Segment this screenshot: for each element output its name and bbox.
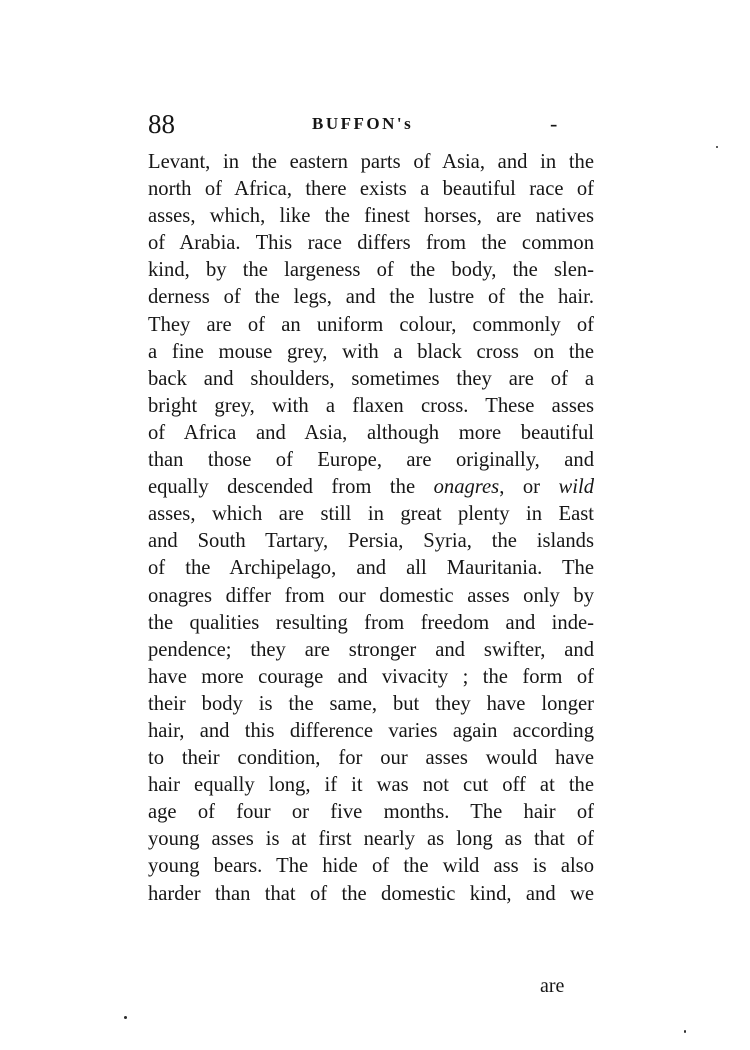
text-line-18: the qualities resulting from freedom and inde-: [148, 611, 594, 634]
text-line-4: of Arabia. This race differs from the common: [148, 232, 594, 255]
italic-wild: wild: [558, 476, 594, 499]
text-line-20: have more courage and vivacity ; the form of: [148, 665, 594, 688]
running-title: BUFFON's: [312, 114, 414, 133]
catchword: are: [540, 975, 565, 997]
text-line-13: [148, 474, 594, 501]
text-line-13-joiner: , or: [499, 476, 559, 499]
body-text: [148, 149, 594, 908]
text-line-5: kind, by the largeness of the body, the slen-: [148, 259, 594, 282]
text-line-28: harder than that of the domestic kind, and we: [148, 882, 594, 905]
page-number: 88: [148, 109, 175, 139]
ink-speck: [716, 146, 718, 148]
text-line-13-start: equally descended from the: [148, 476, 434, 499]
text-line-9: back and shoulders, sometimes they are of a: [148, 367, 594, 390]
text-line-24: hair equally long, if it was not cut off at the: [148, 774, 594, 797]
text-line-27: young bears. The hide of the wild ass is also: [148, 855, 594, 878]
italic-onagres: onagres: [433, 476, 500, 499]
text-line-21: their body is the same, but they have longer: [148, 692, 594, 715]
text-line-10: bright grey, with a flaxen cross. These asses: [148, 394, 594, 417]
text-line-25: age of four or five months. The hair of: [148, 801, 594, 824]
text-line-19: pendence; they are stronger and swifter, and: [148, 638, 594, 661]
text-line-23: to their condition, for our asses would have: [148, 747, 594, 770]
text-line-2: north of Africa, there exists a beautiful race of: [148, 178, 594, 201]
ink-speck: [684, 1030, 686, 1033]
running-head: [148, 106, 594, 142]
text-line-7: They are of an uniform colour, commonly of: [148, 313, 594, 336]
text-line-15: and South Tartary, Persia, Syria, the islands: [148, 530, 594, 553]
text-line-8: a fine mouse grey, with a black cross on the: [148, 340, 594, 363]
text-line-17: onagres differ from our domestic asses only by: [148, 584, 594, 607]
text-line-3: asses, which, like the finest horses, are natives: [148, 205, 594, 228]
text-line-16: of the Archipelago, and all Mauritania. The: [148, 557, 594, 580]
ink-speck: [124, 1016, 127, 1019]
text-line-12: than those of Europe, are originally, and: [148, 449, 594, 472]
text-line-11: of Africa and Asia, although more beautiful: [148, 421, 594, 444]
text-line-1: Levant, in the eastern parts of Asia, and in the: [148, 151, 594, 173]
text-line-14: asses, which are still in great plenty in East: [148, 503, 594, 526]
text-line-26: young asses is at first nearly as long as that of: [148, 828, 594, 851]
header-mark: -: [550, 111, 558, 136]
text-line-22: hair, and this difference varies again according: [148, 719, 594, 742]
text-line-6: derness of the legs, and the lustre of the hair.: [148, 286, 594, 309]
